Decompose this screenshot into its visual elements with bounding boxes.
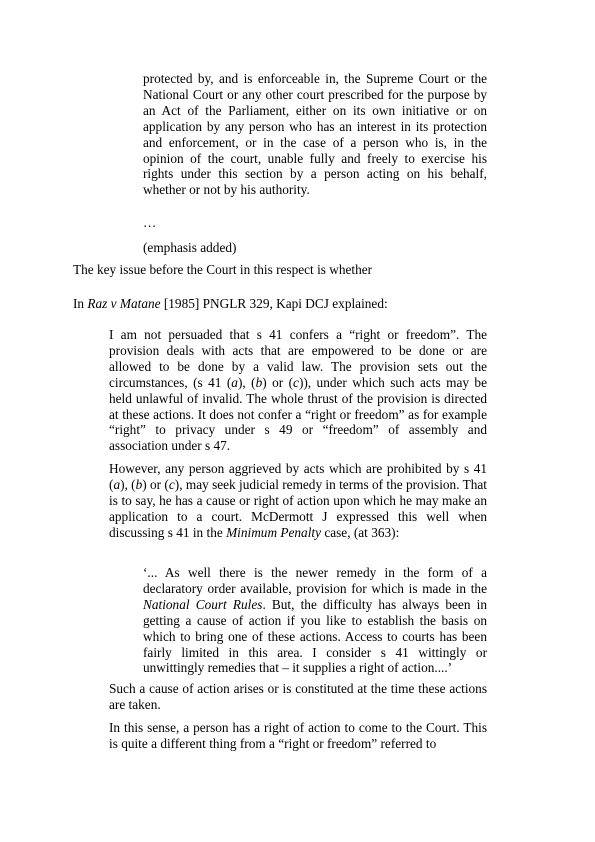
quote-text: ) or (	[262, 374, 294, 390]
quote-text: ) or (	[142, 477, 169, 493]
quote-paragraph-4: In this sense, a person has a right of action to come to the Court. This is quite a different thing from a “right or freedom” referred to	[109, 719, 487, 751]
case-intro-paragraph	[73, 296, 388, 312]
nested-quote	[143, 565, 487, 676]
block-quote	[109, 327, 487, 541]
block-quote-continued	[109, 681, 487, 752]
ellipsis: …	[143, 215, 157, 231]
quote-text: )), under which such acts may be held unlawful of invalid. The whole thrust of the provision is directed at these actions. It does not confer a “right or freedom” as for example “right” to privacy under s 49 or “freedom” of assembly and association under s 47.	[109, 374, 487, 454]
case-name-italic: Minimum Penalty	[226, 524, 321, 540]
quote-text: case, (at 363):	[321, 524, 400, 540]
quote-italic: a	[231, 374, 238, 390]
case-name: Raz v Matane	[87, 296, 161, 311]
quote-italic: c	[293, 374, 299, 390]
quote-paragraph-2	[109, 461, 487, 541]
quote-italic: a	[113, 477, 121, 493]
quote-italic: c	[168, 477, 175, 493]
nested-quote-paragraph	[143, 565, 487, 676]
quote-text: ‘... As well there is the newer remedy in the form of a declaratory order available, provision for which is made in the	[143, 565, 487, 596]
intro-prefix: In	[73, 296, 88, 311]
quote-text: . But, the difficulty has always been in getting a cause of action if you like to establish the basis on which to bring one of these actions. Access to courts has been fairly limited in this area. I consider s 41 wittingly or unwittingly remedies that – it supplies a right of action....’	[143, 596, 487, 676]
quote-text: However, any person aggrieved by acts which are prohibited by s 41 (	[109, 461, 487, 493]
intro-citation: [1985] PNGLR 329, Kapi DCJ explained:	[160, 296, 388, 311]
quote-text: I am not persuaded that s 41 confers a “right or freedom”. The provision deals with acts that are empowered to be done or are allowed to be done by a valid law. The provision sets out the circumstances, (s 41 (	[109, 327, 487, 390]
emphasis-note: (emphasis added)	[143, 240, 237, 256]
quoted-provision	[143, 71, 487, 256]
provision-text: protected by, and is enforceable in, the Supreme Court or the National Court or any other court prescribed for the purpose by an Act of the Parliament, either on its own initiative or on application by any person who has an interest in its protection and enforcement, or in the case of a person who is, in the opinion of the court, unable fully and freely to exercise his rights under this section by a person acting on his behalf, whether or not by his authority.	[143, 71, 487, 198]
quote-text: ), (	[237, 374, 256, 390]
key-issue-paragraph: The key issue before the Court in this respect is whether	[73, 262, 373, 277]
quote-text: ), (	[120, 477, 136, 493]
quote-italic: b	[135, 477, 143, 493]
quote-text: ), may seek judicial remedy in terms of the provision. That is to say, he has a cause or right of action upon which he may make an application to a court. McDermott J expressed this well when discussing s 41 in the	[109, 477, 487, 540]
rules-title-italic: National Court Rules	[143, 596, 263, 612]
quote-paragraph-3: Such a cause of action arises or is constituted at the time these actions are taken.	[109, 681, 487, 712]
quote-italic: b	[255, 374, 263, 390]
quote-paragraph-1	[109, 327, 487, 454]
